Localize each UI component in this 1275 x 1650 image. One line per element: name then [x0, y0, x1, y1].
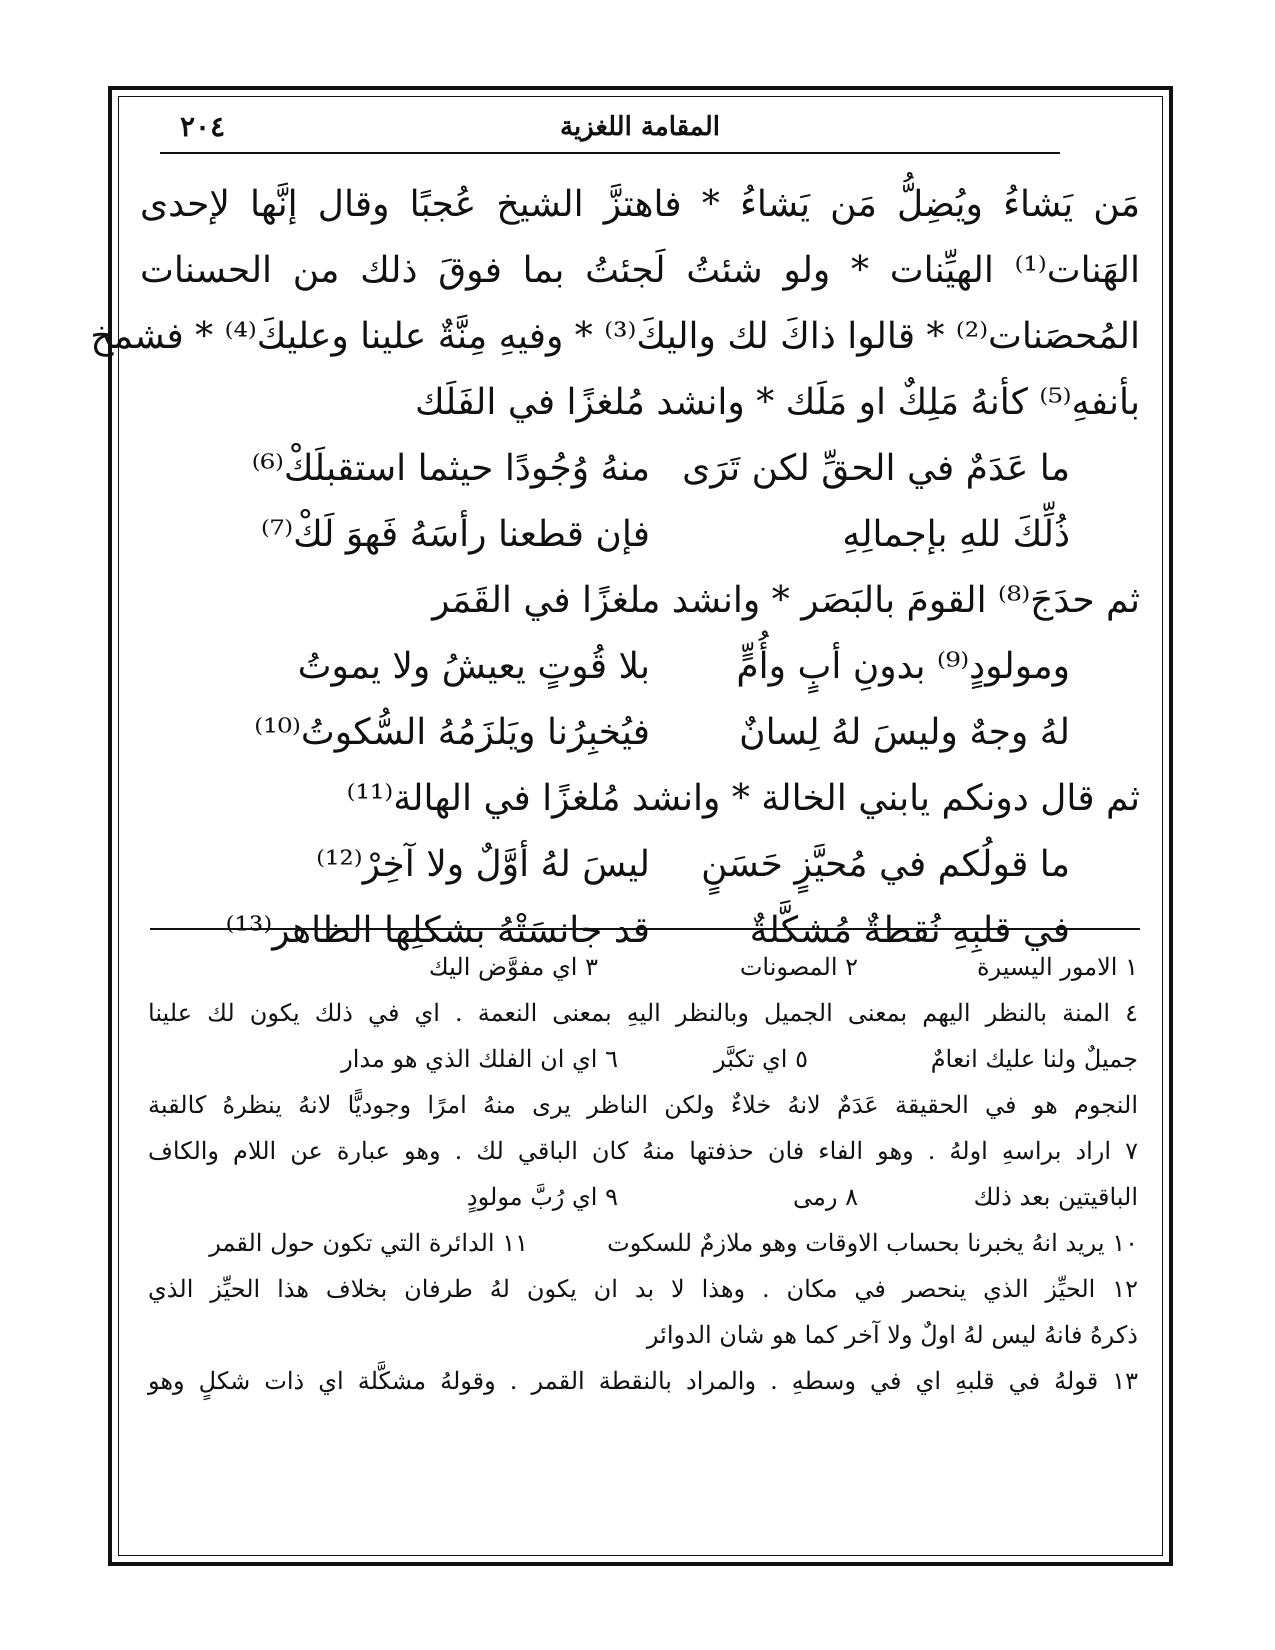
- verse-line: [140, 634, 1140, 700]
- verse-first-hemistich: ما قولُكم في مُحيَّزٍ حَسَنٍ: [701, 844, 1070, 885]
- footnote: ٤ المنة بالنظر اليهم بمعنى الجميل وبالنظر اليهِ بمعنى النعمة . اي في ذلك يكون لك علينا: [148, 999, 1138, 1027]
- verse-second-hemistich: فإن قطعنا رأسَهُ فَهوَ لَكْ⁽⁷⁾: [260, 514, 650, 555]
- footnote: ذكرهُ فانهُ ليس لهُ اولٌ ولا آخر كما هو شان الدوائر: [646, 1321, 1138, 1349]
- footnote: ١٢ الحيِّز الذي ينحصر في مكان . وهذا لا بد ان يكون لهُ طرفان بخلاف هذا الحيِّز الذي: [148, 1275, 1138, 1303]
- verse-first-hemistich: في قلبِهِ نُقطةٌ مُشكَّلةٌ: [749, 910, 1070, 951]
- header-divider: [160, 152, 1060, 154]
- verse-first-hemistich: ومولودٍ⁽⁹⁾ بدونِ أبٍ وأُمٍّ: [736, 646, 1070, 687]
- prose-line: مَن يَشاءُ ويُضِلُّ مَن يَشاءُ * فاهتزَّ الشيخ عُجبًا وقال إنَّها لإحدى: [140, 184, 1140, 225]
- page-header: [140, 110, 1140, 150]
- footnote: ٩ اي رُبَّ مولودٍ: [466, 1183, 618, 1211]
- footnote-row: [148, 1036, 1138, 1082]
- prose-line: بأنفهِ⁽⁵⁾ كأنهُ مَلِكٌ او مَلَك * وانشد مُلغزًا في الفَلَك: [414, 382, 1140, 423]
- footnote-divider: [150, 928, 1140, 930]
- verse-line: [140, 832, 1140, 898]
- verse-second-hemistich: قد جانسَتْهُ بشكلِها الظاهر⁽¹³⁾: [225, 910, 650, 951]
- footnote: ٣ اي مفوَّض اليك: [428, 953, 598, 981]
- footnotes: [148, 944, 1138, 1404]
- footnote: ٧ اراد براسهِ اولهُ . وهو الفاء فان حذفتها منهُ كان الباقي لك . وهو عبارة عن اللام والكاف: [148, 1137, 1138, 1165]
- verse-line: [140, 700, 1140, 766]
- footnote-row: [148, 1220, 1138, 1266]
- prose-line: ثم قال دونكم يابني الخالة * وانشد مُلغزًا في الهالة⁽¹¹⁾: [346, 778, 1140, 819]
- prose-line: المُحصَنات⁽²⁾ * قالوا ذاكَ لك واليكَ⁽³⁾ * وفيهِ مِنَّةٌ علينا وعليكَ⁽⁴⁾ * فشمخ: [90, 316, 1140, 357]
- footnote: الباقيتين بعد ذلك: [973, 1183, 1138, 1211]
- prose-line: الهَنات⁽¹⁾ الهيِّنات * ولو شئتُ لَجئتُ بما فوقَ ذلك من الحسنات: [140, 250, 1140, 291]
- footnote: ١٠ يريد انهُ يخبرنا بحساب الاوقات وهو ملازمٌ للسكوت: [607, 1229, 1138, 1257]
- footnote-row: [148, 1174, 1138, 1220]
- footnote: ١٣ قولهُ في قلبهِ اي في وسطهِ . والمراد بالنقطة القمر . وقولهُ مشكَّلة اي ذات شكلٍ وهو: [148, 1367, 1138, 1395]
- verse-second-hemistich: فيُخبِرُنا ويَلزَمُهُ السُّكوتُ⁽¹⁰⁾: [254, 712, 650, 753]
- footnote: النجوم هو في الحقيقة عَدَمٌ لانهُ خلاءٌ ولكن الناظر يرى منهُ امرًا وجوديًّا لانهُ ينظرهُ كالقبة: [148, 1091, 1138, 1119]
- verse-first-hemistich: لهُ وجهٌ وليسَ لهُ لِسانٌ: [739, 712, 1070, 753]
- footnote: ٦ اي ان الفلك الذي هو مدار: [341, 1045, 618, 1073]
- verse-second-hemistich: منهُ وُجُودًا حيثما استقبلَكْ⁽⁶⁾: [251, 448, 650, 489]
- main-text: [90, 172, 1140, 964]
- running-title: المقامة اللغزية: [560, 112, 720, 142]
- prose-line: ثم حدَجَ⁽⁸⁾ القومَ بالبَصَر * وانشد ملغزًا في القَمَر: [432, 580, 1140, 621]
- verse-first-hemistich: ذُلِّكَ للهِ بإجمالِهِ: [842, 514, 1070, 555]
- verse-second-hemistich: بلا قُوتٍ يعيشُ ولا يموتُ: [297, 646, 650, 687]
- verse-line: [140, 436, 1140, 502]
- footnote: ٨ رمى: [793, 1183, 858, 1211]
- page-number: ٢٠٤: [180, 110, 226, 143]
- footnote-row: [148, 944, 1138, 990]
- footnote: ١ الامور اليسيرة: [976, 953, 1138, 981]
- footnote: ٢ المصونات: [739, 953, 858, 981]
- footnote: ١١ الدائرة التي تكون حول القمر: [209, 1229, 528, 1257]
- footnote: ٥ اي تكبَّر: [713, 1045, 808, 1073]
- footnote: جميلٌ ولنا عليك انعامٌ: [930, 1045, 1138, 1073]
- verse-second-hemistich: ليسَ لهُ أوَّلٌ ولا آخِرْ⁽¹²⁾: [316, 844, 650, 885]
- verse-line: [140, 502, 1140, 568]
- verse-first-hemistich: ما عَدَمٌ في الحقِّ لكن تَرَى: [682, 448, 1070, 489]
